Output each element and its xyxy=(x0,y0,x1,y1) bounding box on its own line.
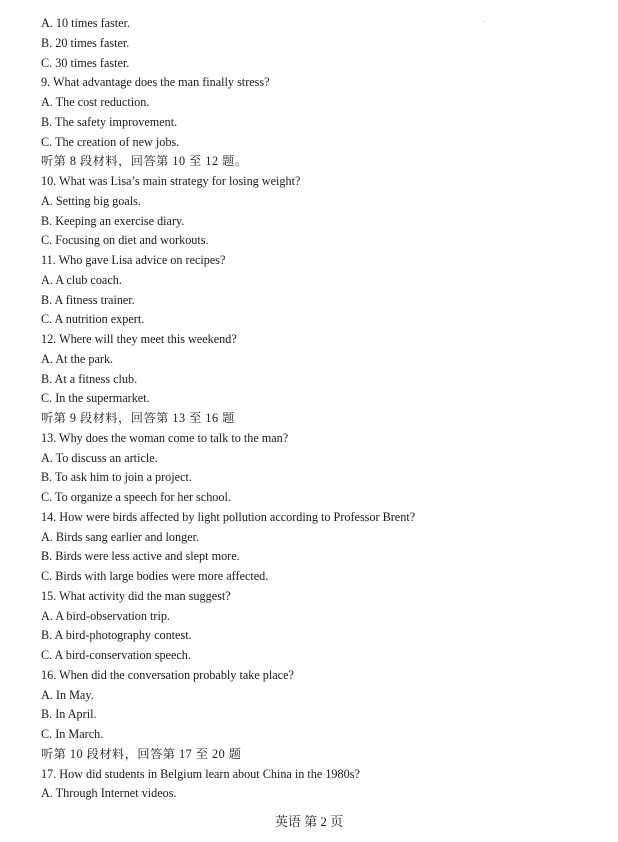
question-line: 17. How did students in Belgium learn about China in the 1980s? xyxy=(41,766,360,781)
option-line: C. A bird-conservation speech. xyxy=(41,648,191,662)
section-heading: 听第 8 段材料，回答第 10 至 12 题。 xyxy=(41,154,248,169)
option-line: B. Keeping an exercise diary. xyxy=(41,213,185,228)
option-line: A. Through Internet videos. xyxy=(41,786,177,801)
option-line: B. To ask him to join a project. xyxy=(41,470,192,485)
option-line: C. The creation of new jobs. xyxy=(41,134,180,149)
option-line: B. The safety improvement. xyxy=(41,114,178,129)
question-line: 13. Why does the woman come to talk to the man? xyxy=(41,430,289,445)
option-line: B. A fitness trainer. xyxy=(41,292,135,307)
option-line: A. The cost reduction. xyxy=(41,95,150,109)
option-line: B. A bird-photography contest. xyxy=(41,628,192,643)
option-line: C. Birds with large bodies were more affected. xyxy=(41,569,269,583)
option-line: C. In the supermarket. xyxy=(41,391,150,406)
option-line: B. 20 times faster. xyxy=(41,35,130,50)
option-line: A. A club coach. xyxy=(41,272,122,287)
question-line: 15. What activity did the man suggest? xyxy=(41,588,231,603)
option-line: C. A nutrition expert. xyxy=(41,312,145,327)
question-line: 16. When did the conversation probably take place? xyxy=(41,667,294,682)
option-line: B. Birds were less active and slept more. xyxy=(41,549,240,564)
option-line: C. In March. xyxy=(41,727,104,741)
option-line: A. In May. xyxy=(41,687,94,702)
section-heading: 听第 10 段材料，回答第 17 至 20 题 xyxy=(41,746,242,761)
question-line: 12. Where will they meet this weekend? xyxy=(41,332,237,346)
section-heading: 听第 9 段材料，回答第 13 至 16 题 xyxy=(41,411,235,425)
exam-page-body xyxy=(41,14,601,804)
option-line: C. To organize a speech for her school. xyxy=(41,490,231,504)
page-footer: 英语 第 2 页 xyxy=(274,814,344,829)
option-line: A. Setting big goals. xyxy=(41,193,141,208)
option-line: A. Birds sang earlier and longer. xyxy=(41,529,200,544)
option-line: A. A bird-observation trip. xyxy=(41,608,170,623)
option-line: B. In April. xyxy=(41,707,97,722)
option-line: A. At the park. xyxy=(41,351,114,366)
option-line: A. 10 times faster. xyxy=(41,16,131,30)
question-line: 11. Who gave Lisa advice on recipes? xyxy=(41,253,226,267)
option-line: A. To discuss an article. xyxy=(41,450,158,465)
option-line: B. At a fitness club. xyxy=(41,371,138,386)
option-line: C. Focusing on diet and workouts. xyxy=(41,233,209,248)
question-line: 9. What advantage does the man finally stress? xyxy=(41,75,270,90)
question-line: 14. How were birds affected by light pollution according to Professor Brent? xyxy=(41,509,416,524)
question-line: 10. What was Lisa’s main strategy for losing weight? xyxy=(41,174,301,188)
option-line: C. 30 times faster. xyxy=(41,55,130,70)
